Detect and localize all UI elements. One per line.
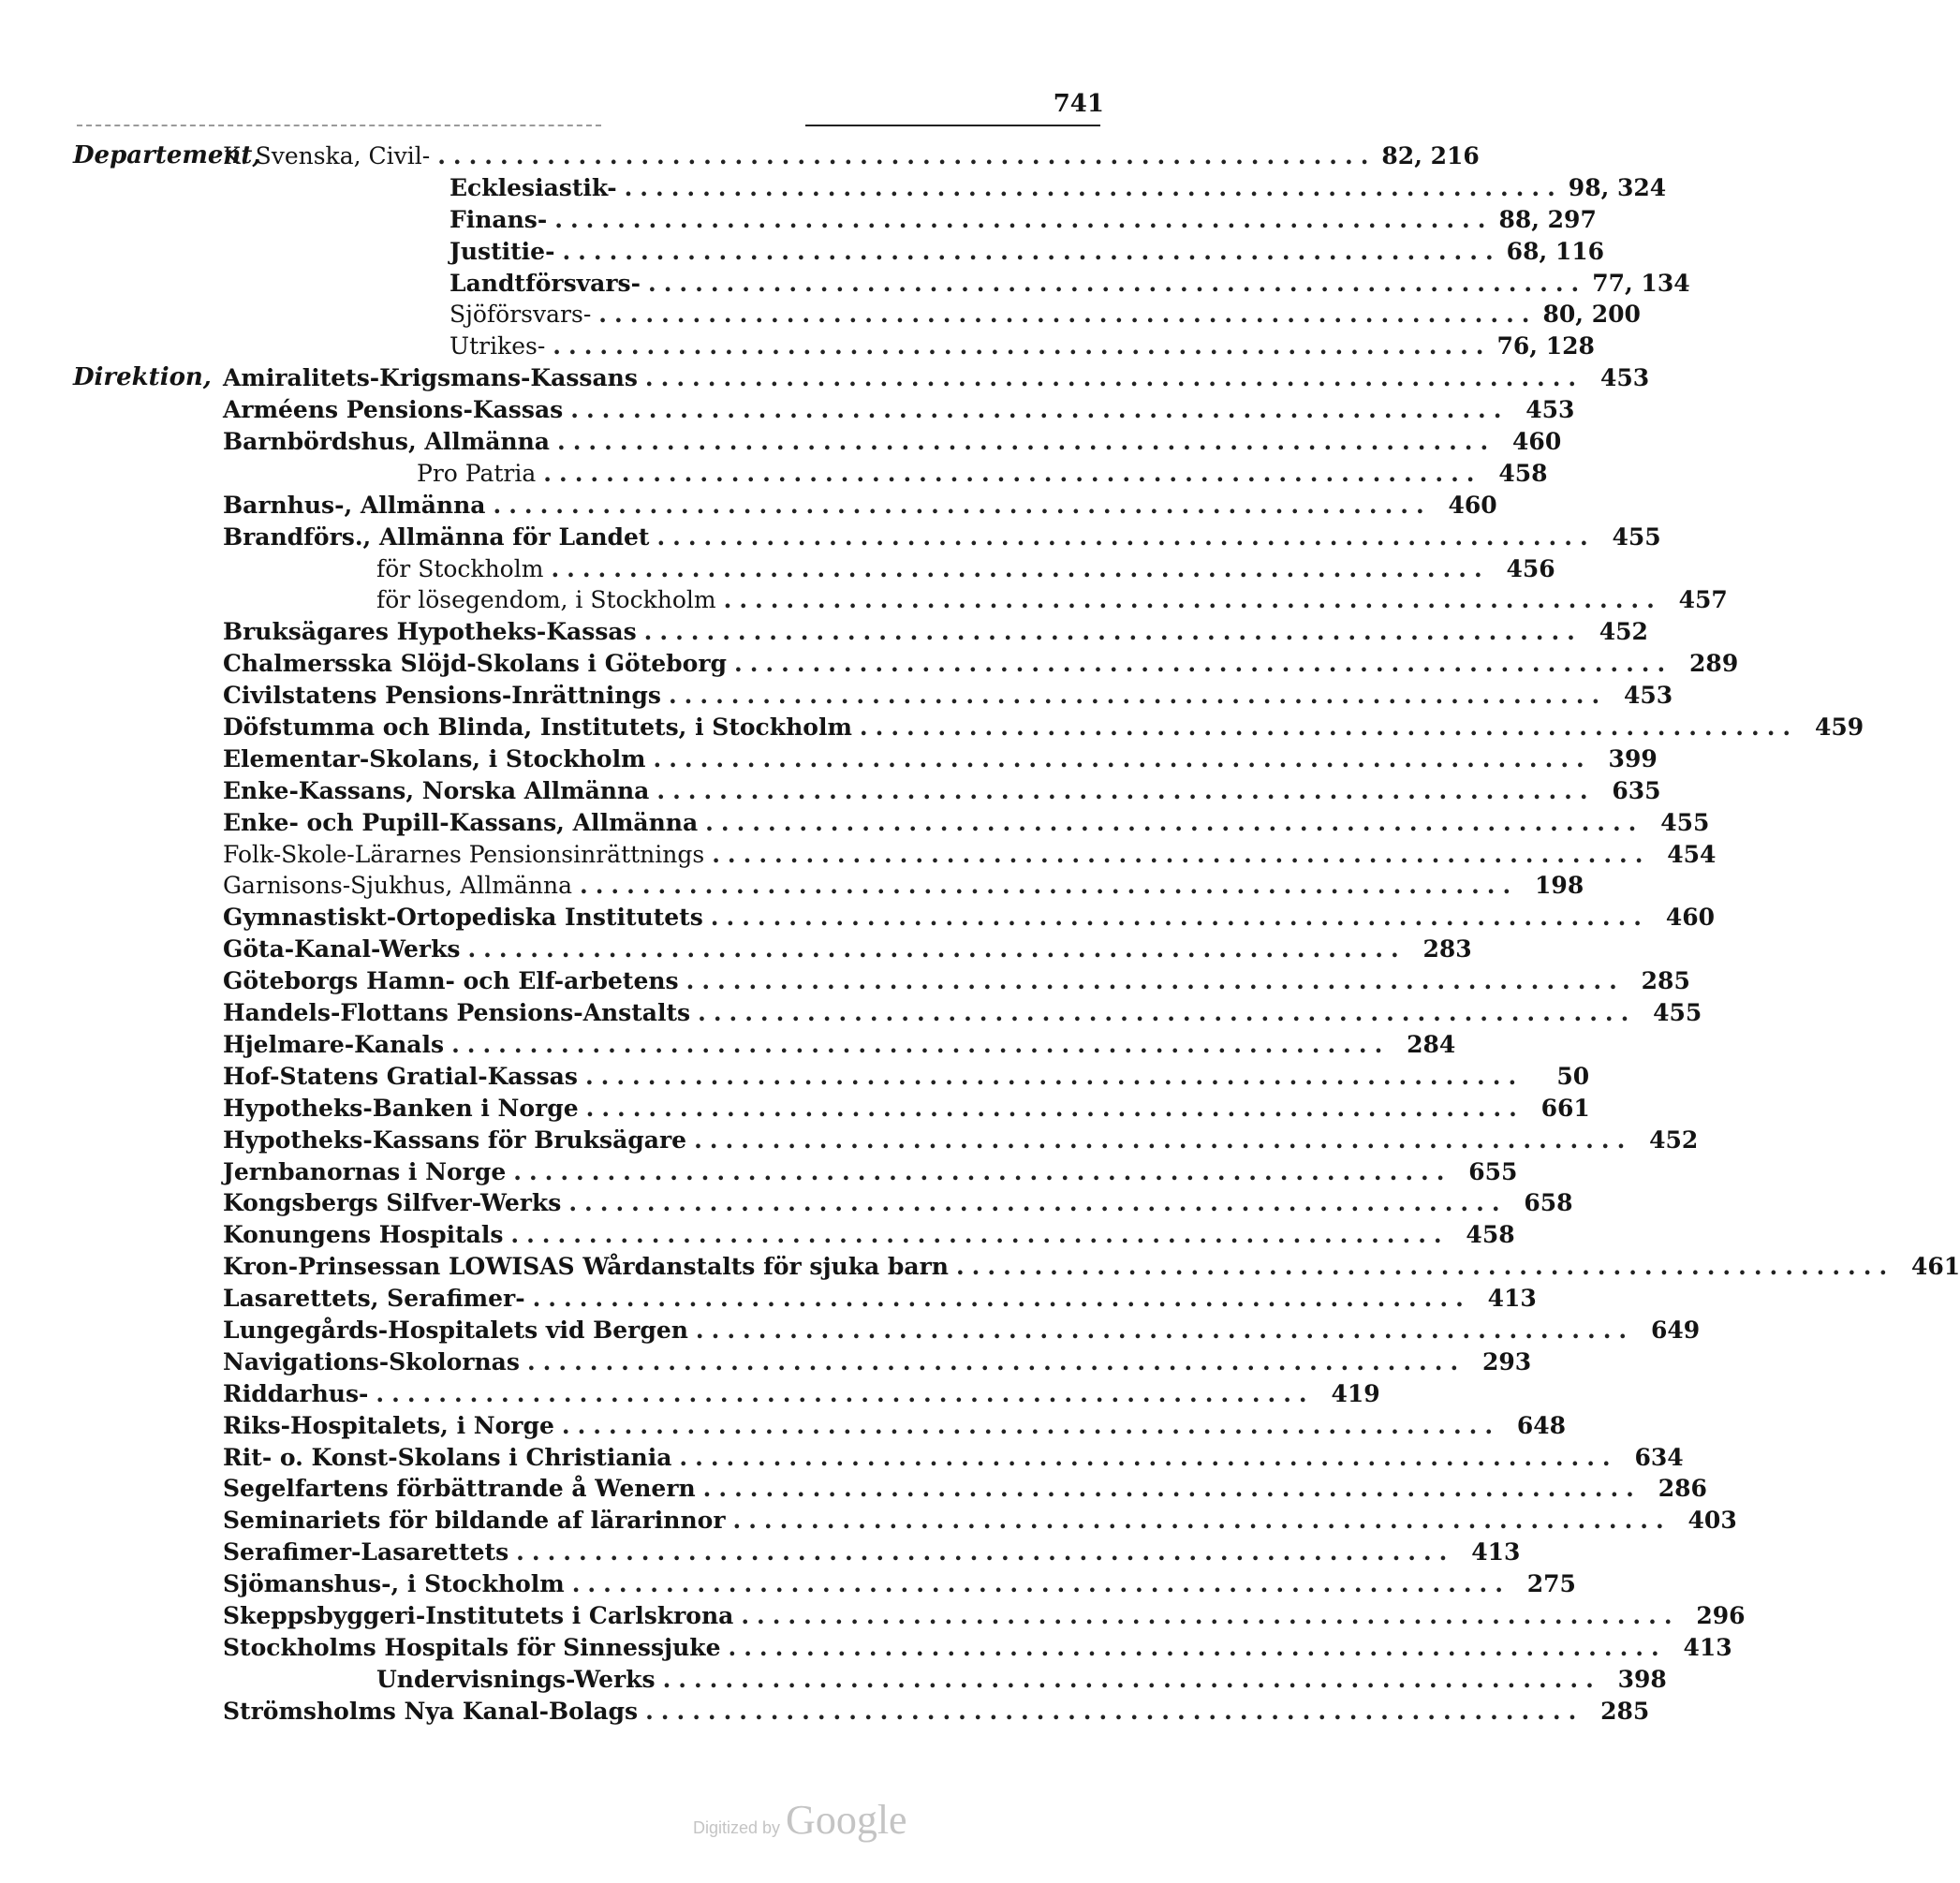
- entry-page-number: 635: [1612, 776, 1661, 804]
- index-entry: [0, 236, 1605, 268]
- index-entry: [0, 934, 1472, 965]
- entry-line: [223, 680, 1673, 712]
- entry-title: Justitie-: [449, 237, 555, 265]
- entry-title: Barnhus-, Allmänna: [223, 491, 486, 519]
- entry-title: Utrikes-: [449, 332, 546, 360]
- entry-page-number: 455: [1660, 808, 1710, 836]
- entry-page-number: 458: [1466, 1221, 1515, 1249]
- entry-line: [223, 1505, 1737, 1537]
- entry-line: [223, 1537, 1521, 1568]
- entry-page-number: 419: [1331, 1379, 1380, 1407]
- dot-leader: ............................................................: [705, 808, 1644, 836]
- index-entry: [0, 1505, 1737, 1537]
- dot-leader: ............................................................: [679, 1443, 1618, 1471]
- dot-leader: ............................................................: [553, 332, 1492, 360]
- entry-page-number: 413: [1471, 1538, 1521, 1567]
- entry-title: Segelfartens förbättrande å Wenern: [223, 1475, 696, 1503]
- entry-line: [223, 839, 1717, 871]
- entry-title: Skeppsbyggeri-Institutets i Carlskrona: [223, 1601, 734, 1629]
- entry-page-number: 658: [1524, 1189, 1573, 1217]
- index-entry: [0, 553, 1555, 585]
- dot-leader: ............................................................: [585, 1094, 1525, 1122]
- entry-page-number: 413: [1683, 1633, 1732, 1661]
- entry-page-number: 455: [1653, 999, 1702, 1027]
- entry-page-number: 82, 216: [1381, 142, 1480, 169]
- index-entry: [0, 140, 1480, 172]
- entry-title: Arméens Pensions-Kassas: [223, 396, 564, 424]
- group-label: Direktion,: [73, 363, 212, 392]
- dot-leader: ............................................................: [741, 1601, 1680, 1629]
- entry-page-number: 458: [1498, 459, 1548, 487]
- index-entry: [0, 616, 1648, 648]
- entry-line: [376, 584, 1728, 616]
- entry-line: [449, 268, 1690, 300]
- dot-leader: ............................................................: [598, 301, 1538, 329]
- entry-page-number: 80, 200: [1542, 301, 1641, 329]
- index-entry: [0, 1632, 1732, 1664]
- entry-title: Civilstatens Pensions-Inrättnings: [223, 682, 661, 710]
- index-entry: [0, 902, 1715, 934]
- dot-leader: ............................................................: [643, 618, 1583, 646]
- index-entry: [0, 362, 1650, 394]
- entry-line: [449, 172, 1667, 204]
- entry-title: Hjelmare-Kanals: [223, 1030, 445, 1058]
- index-entry: [0, 1568, 1576, 1600]
- index-entry: [0, 1600, 1746, 1632]
- entry-page-number: 661: [1540, 1094, 1590, 1122]
- entry-title: Sjömanshus-, i Stockholm: [223, 1570, 565, 1598]
- entry-line: [223, 1568, 1576, 1600]
- entry-page-number: 198: [1535, 872, 1584, 900]
- entry-page-number: 461: [1910, 1253, 1960, 1281]
- entry-title: Lasarettets, Serafimer-: [223, 1285, 525, 1313]
- entry-line: [223, 934, 1472, 965]
- entry-page-number: 403: [1687, 1507, 1737, 1535]
- entry-page-number: 275: [1526, 1570, 1576, 1598]
- index-entry: [0, 680, 1673, 712]
- entry-line: [223, 1632, 1732, 1664]
- index-entry: [0, 172, 1667, 204]
- index-entry: [0, 584, 1728, 616]
- google-logo: Google: [786, 1797, 907, 1843]
- entry-title: Stockholms Hospitals för Sinnessjuke: [223, 1633, 721, 1661]
- index-entry: [0, 426, 1562, 458]
- entry-page-number: 283: [1422, 935, 1472, 964]
- dot-leader: ............................................................: [698, 999, 1637, 1027]
- entry-line: [449, 204, 1597, 236]
- entry-title: Gymnastiskt-Ortopediska Institutets: [223, 904, 703, 932]
- index-entry: [0, 331, 1595, 362]
- index-entry: [0, 807, 1710, 839]
- dot-leader: ............................................................: [685, 967, 1625, 995]
- entry-page-number: 284: [1407, 1030, 1456, 1058]
- index-entry: [0, 775, 1661, 807]
- dot-leader: ............................................................: [557, 428, 1496, 456]
- entry-line: [223, 426, 1562, 458]
- dot-leader: ............................................................: [532, 1285, 1471, 1313]
- entry-line: [223, 807, 1710, 839]
- dot-leader: ............................................................: [656, 522, 1596, 551]
- entry-line: [223, 712, 1864, 743]
- entry-line: [223, 1061, 1590, 1093]
- dot-leader: ............................................................: [554, 205, 1494, 233]
- dot-leader: ............................................................: [728, 1633, 1667, 1661]
- index-entry: [0, 1251, 1960, 1283]
- entry-page-number: 293: [1481, 1347, 1532, 1375]
- dot-leader: ............................................................: [859, 713, 1799, 742]
- dot-leader: ............................................................: [513, 1157, 1452, 1185]
- index-entry: [0, 1187, 1573, 1219]
- entry-title: Bruksägares Hypotheks-Kassas: [223, 618, 637, 646]
- index-entry: [0, 1093, 1590, 1125]
- index-entry: [0, 1219, 1515, 1251]
- entry-title: Göta-Kanal-Werks: [223, 935, 461, 964]
- entry-title: Ecklesiastik-: [449, 173, 617, 201]
- entry-line: [223, 1125, 1699, 1156]
- entry-page-number: 285: [1600, 1697, 1650, 1725]
- entry-line: [223, 1029, 1456, 1061]
- entry-page-number: 77, 134: [1592, 269, 1690, 297]
- dot-leader: ............................................................: [732, 1507, 1672, 1535]
- entry-line: [223, 997, 1702, 1029]
- entry-page-number: 459: [1814, 713, 1864, 742]
- entry-page-number: 460: [1512, 428, 1562, 456]
- dot-leader: ............................................................: [516, 1538, 1455, 1567]
- index-entry: [0, 1664, 1667, 1696]
- index-entry: [0, 299, 1641, 331]
- entry-title: Enke- och Pupill-Kassans, Allmänna: [223, 808, 699, 836]
- entry-title: Elementar-Skolans, i Stockholm: [223, 744, 646, 772]
- header-rule-left: [77, 125, 601, 126]
- entry-line: [223, 1696, 1650, 1728]
- dot-leader: ............................................................: [451, 1030, 1391, 1058]
- entry-title: Hypotheks-Banken i Norge: [223, 1094, 579, 1122]
- dot-leader: ............................................................: [702, 1475, 1642, 1503]
- index-entry: [0, 1378, 1380, 1410]
- header-rule-right: [805, 125, 1100, 126]
- entry-line: [223, 1600, 1746, 1632]
- entry-line: [223, 1315, 1701, 1346]
- entry-page-number: 76, 128: [1496, 332, 1595, 360]
- entry-title: Sjöförsvars-: [449, 301, 592, 329]
- entry-title: Hof-Statens Gratial-Kassas: [223, 1062, 578, 1090]
- dot-leader: ............................................................: [653, 744, 1592, 772]
- entry-line: [223, 1156, 1518, 1188]
- entry-title: Kongsbergs Silfver-Werks: [223, 1189, 562, 1217]
- entry-title: Enke-Kassans, Norska Allmänna: [223, 776, 650, 804]
- dot-leader: ............................................................: [467, 935, 1407, 964]
- dot-leader: ............................................................: [376, 1379, 1315, 1407]
- index-entry: [0, 743, 1658, 775]
- entry-title: Amiralitets-Krigsmans-Kassans: [223, 364, 638, 392]
- entry-page-number: 455: [1612, 522, 1661, 551]
- index-entry: [0, 839, 1717, 871]
- entry-line: [223, 394, 1575, 426]
- dot-leader: ............................................................: [662, 1665, 1601, 1693]
- entry-line: [223, 1346, 1532, 1378]
- index-entry: [0, 394, 1575, 426]
- entry-title: Riddarhus-: [223, 1379, 369, 1407]
- entry-title: Rit- o. Konst-Skolans i Christiania: [223, 1443, 672, 1471]
- index-entry: [0, 204, 1597, 236]
- entry-page-number: 454: [1667, 840, 1717, 868]
- entry-line: [223, 1187, 1573, 1219]
- entry-title: för Stockholm: [376, 554, 544, 582]
- dot-leader: ............................................................: [584, 1062, 1525, 1090]
- dot-leader: ............................................................: [624, 173, 1563, 201]
- entry-title: Chalmersska Slöjd-Skolans i Göteborg: [223, 650, 727, 678]
- dot-leader: ............................................................: [543, 459, 1482, 487]
- dot-leader: ............................................................: [562, 237, 1501, 265]
- index-list: [0, 140, 1960, 1728]
- entry-title: Döfstumma och Blinda, Institutets, i Stockholm: [223, 713, 852, 742]
- index-entry: [0, 1283, 1537, 1315]
- entry-page-number: 398: [1617, 1665, 1667, 1693]
- entry-page-number: 88, 297: [1498, 205, 1597, 233]
- dot-leader: ............................................................: [955, 1253, 1895, 1281]
- entry-title: Hypotheks-Kassans för Bruksägare: [223, 1125, 687, 1154]
- entry-line: [223, 1378, 1380, 1410]
- entry-page-number: 413: [1487, 1285, 1537, 1313]
- index-entry: [0, 965, 1690, 997]
- entry-line: [449, 331, 1595, 362]
- entry-title: Folk-Skole-Lärarnes Pensionsinrättnings: [223, 840, 705, 868]
- entry-line: [223, 965, 1690, 997]
- entry-page-number: 285: [1641, 967, 1690, 995]
- index-entry: [0, 458, 1548, 490]
- dot-leader: ............................................................: [570, 396, 1510, 424]
- entry-title: för lösegendom, i Stockholm: [376, 586, 716, 614]
- entry-line: [223, 1093, 1590, 1125]
- entry-title: Finans-: [449, 205, 548, 233]
- entry-title: Göteborgs Hamn- och Elf-arbetens: [223, 967, 679, 995]
- dot-leader: ............................................................: [561, 1411, 1501, 1439]
- index-entry: [0, 1346, 1532, 1378]
- entry-line: [223, 522, 1661, 553]
- entry-page-number: 456: [1506, 554, 1555, 582]
- entry-page-number: 68, 116: [1506, 237, 1605, 265]
- dot-leader: ............................................................: [437, 142, 1377, 169]
- entry-page-number: 457: [1678, 586, 1728, 614]
- entry-page-number: 50: [1556, 1062, 1590, 1090]
- dot-leader: ............................................................: [526, 1347, 1466, 1375]
- dot-leader: ............................................................: [571, 1570, 1511, 1598]
- entry-line: [223, 490, 1497, 522]
- page-number: 741: [1053, 90, 1104, 118]
- dot-leader: ............................................................: [710, 904, 1649, 932]
- dot-leader: ............................................................: [645, 1697, 1584, 1725]
- entry-line: [449, 236, 1605, 268]
- entry-line: [223, 775, 1661, 807]
- entry-line: [417, 458, 1548, 490]
- dot-leader: ............................................................: [723, 586, 1662, 614]
- index-entry: [0, 648, 1739, 680]
- entry-page-number: 296: [1696, 1601, 1746, 1629]
- entry-title: Barnbördshus, Allmänna: [223, 428, 550, 456]
- entry-page-number: 289: [1689, 650, 1739, 678]
- index-entry: [0, 1125, 1699, 1156]
- entry-title: Jernbanornas i Norge: [223, 1157, 507, 1185]
- dot-leader: ............................................................: [510, 1221, 1450, 1249]
- entry-page-number: 453: [1599, 364, 1650, 392]
- index-entry: [0, 1537, 1521, 1568]
- entry-line: [223, 140, 1480, 172]
- entry-line: [223, 648, 1739, 680]
- index-entry: [0, 1410, 1567, 1442]
- entry-line: [223, 1251, 1960, 1283]
- entry-page-number: 655: [1468, 1157, 1518, 1185]
- index-entry: [0, 1473, 1707, 1505]
- entry-page-number: 460: [1448, 491, 1497, 519]
- entry-title: Landtförsvars-: [449, 269, 641, 297]
- entry-line: [223, 870, 1584, 902]
- entry-page-number: 648: [1516, 1411, 1567, 1439]
- index-entry: [0, 1061, 1590, 1093]
- entry-line: [223, 1442, 1684, 1474]
- entry-page-number: 453: [1525, 396, 1575, 424]
- entry-title: Garnisons-Sjukhus, Allmänna: [223, 872, 572, 900]
- entry-title: Undervisnings-Werks: [376, 1665, 656, 1693]
- entry-title: Brandförs., Allmänna för Landet: [223, 522, 650, 551]
- entry-title: Strömsholms Nya Kanal-Bolags: [223, 1697, 639, 1725]
- entry-title: Navigations-Skolornas: [223, 1347, 520, 1375]
- dot-leader: ............................................................: [694, 1125, 1633, 1154]
- entry-page-number: 460: [1665, 904, 1715, 932]
- entry-line: [223, 1283, 1537, 1315]
- dot-leader: ............................................................: [695, 1316, 1635, 1344]
- entry-title: Kron-Prinsessan LOWISAS Wårdanstalts för sjuka barn: [223, 1253, 949, 1281]
- entry-line: [223, 616, 1648, 648]
- index-entry: [0, 997, 1702, 1029]
- index-entry: [0, 1156, 1518, 1188]
- index-entry: [0, 1696, 1650, 1728]
- entry-page-number: 634: [1634, 1443, 1684, 1471]
- entry-line: [223, 1219, 1515, 1251]
- index-entry: [0, 712, 1864, 743]
- entry-line: [223, 902, 1715, 934]
- entry-title: Konungens Hospitals: [223, 1221, 504, 1249]
- entry-line: [376, 1664, 1667, 1696]
- dot-leader: ............................................................: [568, 1189, 1508, 1217]
- entry-title: K. Svenska, Civil-: [223, 142, 431, 169]
- entry-line: [223, 1473, 1707, 1505]
- entry-page-number: 452: [1649, 1125, 1699, 1154]
- index-entry: [0, 522, 1661, 553]
- dot-leader: ............................................................: [712, 840, 1651, 868]
- entry-page-number: 286: [1658, 1475, 1707, 1503]
- dot-leader: ............................................................: [580, 872, 1519, 900]
- entry-title: Serafimer-Lasarettets: [223, 1538, 509, 1567]
- watermark-prefix: Digitized by: [693, 1818, 781, 1837]
- entry-title: Riks-Hospitalets, i Norge: [223, 1411, 554, 1439]
- entry-title: Pro Patria: [417, 459, 537, 487]
- entry-line: [223, 1410, 1567, 1442]
- group-label: Departement,: [73, 141, 261, 169]
- dot-leader: ............................................................: [668, 682, 1608, 710]
- entry-title: Handels-Flottans Pensions-Anstalts: [223, 999, 691, 1027]
- entry-page-number: 452: [1599, 618, 1648, 646]
- dot-leader: ............................................................: [648, 269, 1587, 297]
- entry-line: [223, 743, 1658, 775]
- index-entry: [0, 1029, 1456, 1061]
- dot-leader: ............................................................: [551, 554, 1490, 582]
- dot-leader: ............................................................: [734, 650, 1673, 678]
- entry-page-number: 453: [1624, 682, 1673, 710]
- entry-page-number: 649: [1650, 1316, 1701, 1344]
- entry-title: Seminariets för bildande af lärarinnor: [223, 1507, 726, 1535]
- index-entry: [0, 268, 1690, 300]
- entry-line: [376, 553, 1555, 585]
- index-entry: [0, 870, 1584, 902]
- entry-title: Lungegårds-Hospitalets vid Bergen: [223, 1316, 688, 1344]
- entry-line: [223, 362, 1650, 394]
- index-entry: [0, 1442, 1684, 1474]
- index-entry: [0, 1315, 1701, 1346]
- dot-leader: ............................................................: [493, 491, 1432, 519]
- entry-page-number: 98, 324: [1568, 173, 1667, 201]
- index-entry: [0, 490, 1497, 522]
- entry-line: [449, 299, 1641, 331]
- entry-page-number: 399: [1608, 744, 1658, 772]
- dot-leader: ............................................................: [656, 776, 1596, 804]
- digitized-watermark: [693, 1796, 907, 1844]
- dot-leader: ............................................................: [644, 364, 1584, 392]
